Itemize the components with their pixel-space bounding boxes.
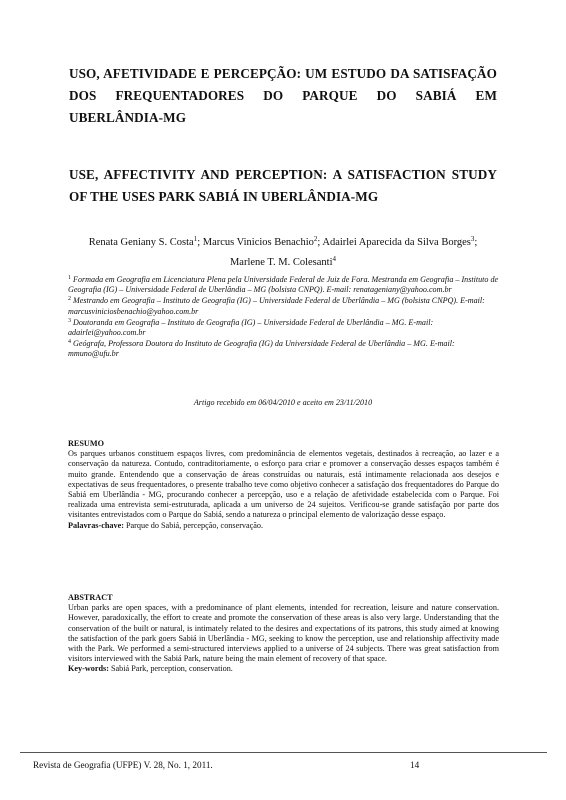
author-name: Marcus Vinicios Benachio xyxy=(202,237,314,248)
abstract-keywords: Key-words: Sabiá Park, perception, conservation. xyxy=(68,664,233,674)
abstract-heading: ABSTRACT xyxy=(68,593,113,602)
resumo-section xyxy=(68,439,499,531)
affiliation-2: $^2$ Mestrando em Geografia – Instituto de Geografia (IG) – Universidade Federal de Uberlândia – MG (bolsista CNPQ). E-mail: marcusviniciosbenachio@yahoo.com.br xyxy=(68,296,485,316)
author-name: Marlene T. M. Colesanti xyxy=(229,257,333,268)
author-line-1: Renata Geniany S. Costa$^1$; Marcus Vinicios Benachio$^2$; Adairlei Aparecida da Silva Borges$^3$; xyxy=(88,235,478,248)
affiliation-4: $^4$ Geógrafa, Professora Doutora do Instituto de Geografia (IG) da Universidade Federal de Uberlândia – MG. E-mail: mmuno@ufu.br xyxy=(68,338,455,359)
author-name: Adairlei Aparecida da Silva Borges xyxy=(322,237,471,248)
footer-journal-citation: Revista de Geografia (UFPE) V. 28, No. 1, 2011. xyxy=(33,760,213,770)
footer-divider xyxy=(20,752,547,753)
author-ref: 3 xyxy=(470,235,475,243)
abstract-body: Urban parks are open spaces, with a predominance of plant elements, intended for recreation, leisure and nature conservation. However, paradoxically, the effort to create and promote the conservation of these areas is also very large. Understanding that the conservation of the built or natural, is intimately related to the desires and expectations of its patrons, this study aimed at knowing the satisfaction of the park goers Sabiá in Uberlândia - MG, seeking to know the perception, use and relationship affectivity made with the Park. We performed a semi-structured interviews applied to a universe of 24 subjects. There was great satisfaction from visitors interviewed with the Sabiá Park, nature being the main element of recovery of that space. xyxy=(68,603,499,664)
author-ref: 2 xyxy=(313,235,318,243)
received-date-note: Artigo recebido em 06/04/2010 e aceito em 23/11/2010 xyxy=(193,398,373,407)
title-english: USE, AFFECTIVITY AND PERCEPTION: A SATISFACTION STUDY OF THE USES PARK SABIÁ IN UBERLÂNDIA-MG xyxy=(69,167,497,204)
resumo-keywords: Palavras-chave: Parque do Sabiá, percepção, conservação. xyxy=(68,520,264,530)
affiliation-3: $^3$ Doutoranda em Geografia – Instituto de Geografia (IG) – Universidade Federal de Uberlândia – MG. E-mail: adairlei@yahoo.com.br xyxy=(68,317,434,338)
author-line-2 xyxy=(40,253,526,273)
affiliation-1: $^1$ Formada em Geografia em Licenciatura Plena pela Universidade Federal de Juiz de Fora. Mestranda em Geografia – Instituto de Geografia (IG) – Universidade Federal de Uberlândia – MG (bolsista CNPQ). E-mail: renatageniany@yahoo.com.br xyxy=(68,275,499,295)
page-number: 14 xyxy=(410,760,420,770)
abstract-section xyxy=(68,593,499,675)
resumo-body: Os parques urbanos constituem espaços livres, com predominância de elementos vegetais, destinados à recreação, ao lazer e a conservação da natureza. Contudo, contraditoriamente, o esforço para criar e promover a conservação desses espaços também é muito grande. Entendendo que a conservação de áreas construídas ou naturais, está intimamente relacionada aos desejos e expectativas de seus frequentadores, o presente trabalho teve como objetivo conhecer a satisfação dos frequentadores do Parque do Sabiá em Uberlândia - MG, procurando conhecer a percepção, uso e a relação de afetividade estabelecida com o Parque. Foi realizada uma entrevista semi-estruturada, aplicada a um universo de 24 sujeitos. Verificou-se grande satisfação por parte dos visitantes entrevistados com o Parque do Sabiá, sendo a natureza o principal elemento de valorização desse espaço. xyxy=(68,449,499,520)
title-portuguese: USO, AFETIVIDADE E PERCEPÇÃO: UM ESTUDO DA SATISFAÇÃO DOS FREQUENTADORES DO PARQUE DO SABIÁ EM UBERLÂNDIA-MG xyxy=(69,66,497,125)
author-ref: 1 xyxy=(193,235,198,243)
affiliations xyxy=(68,275,500,360)
author-ref: 4 xyxy=(332,255,337,263)
resumo-heading: RESUMO xyxy=(68,439,104,448)
author-list xyxy=(40,233,526,273)
author-name: Renata Geniany S. Costa xyxy=(88,237,194,248)
